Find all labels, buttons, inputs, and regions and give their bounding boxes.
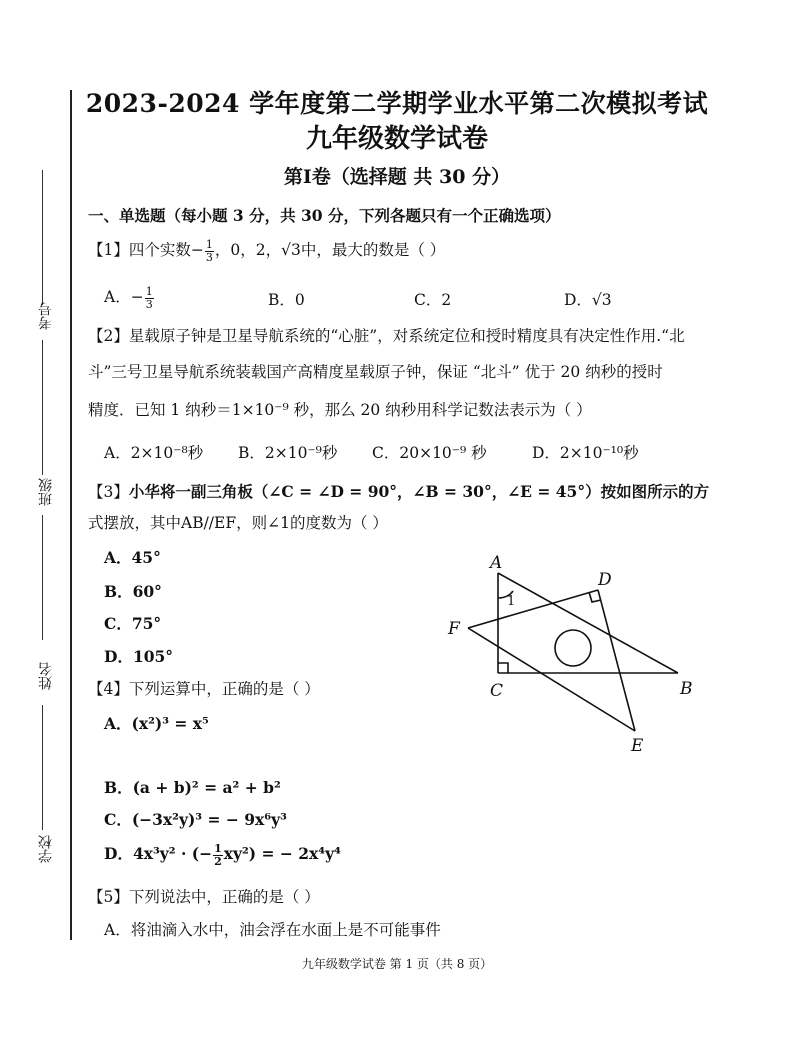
binding-line	[70, 90, 72, 940]
q1-opt-a-fraction	[145, 286, 154, 311]
q2-number: 【2】	[88, 327, 129, 345]
part1-heading: 一、单选题（每小题 3 分，共 30 分，下列各题只有一个正确选项）	[88, 206, 561, 225]
q4-opt-d-pre: D．4x³y² · (−	[104, 844, 213, 863]
q1-option-a[interactable]	[104, 285, 155, 311]
q1-opt-a-frac-den: 3	[145, 297, 153, 311]
q2-line2: 斗”三号卫星导航系统装载国产高精度星载原子钟，保证 “北斗” 优于 20 纳秒的授时	[88, 363, 663, 381]
page-footer: 九年级数学试卷 第 1 页（共 8 页）	[301, 957, 493, 971]
label-d: D	[598, 570, 612, 590]
q5-number: 【5】	[88, 888, 129, 906]
q1-number: 【1】	[88, 241, 129, 259]
q1-option-b[interactable]: B．0	[268, 291, 305, 309]
q2-option-d[interactable]: D．2×10⁻¹⁰秒	[532, 444, 639, 462]
q5-stem	[88, 885, 320, 907]
q4-opt-d-fraction	[213, 843, 223, 868]
q3-triangle-figure	[440, 548, 710, 758]
exam-no-line	[42, 170, 43, 305]
segment-de	[598, 590, 635, 731]
q4-opt-d-frac-num: 1	[214, 841, 222, 855]
label-b: B	[680, 679, 693, 699]
section-title: 第Ⅰ卷（选择题 共 30 分）	[283, 166, 511, 188]
q3-text-1: 小华将一副三角板（∠C = ∠D = 90°，∠B = 30°，∠E = 45°）按如图所示的方	[128, 482, 710, 501]
q4-option-c[interactable]: C．(−3x²y)³ = − 9x⁶y³	[104, 810, 287, 829]
school-line	[42, 705, 43, 830]
q2-line3: 精度．已知 1 纳秒＝1×10⁻⁹ 秒，那么 20 纳秒用科学记数法表示为（ ）	[88, 401, 592, 419]
q3-option-a[interactable]: A．45°	[104, 548, 161, 567]
q3-option-b[interactable]: B．60°	[104, 582, 162, 601]
q3-line1	[88, 480, 709, 502]
q2-line1	[88, 324, 685, 346]
q2-option-b[interactable]: B．2×10⁻⁹秒	[238, 444, 338, 462]
exam-title: 2023-2024 学年度第二学期学业水平第二次模拟考试	[85, 89, 709, 118]
q1-opt-a-pre: A．−	[104, 288, 144, 306]
q2-text-1: 星载原子钟是卫星导航系统的“心脏”，对系统定位和授时精度具有决定性作用.“北	[128, 327, 685, 345]
q1-frac-den: 3	[205, 250, 213, 264]
q4-text: 下列运算中，正确的是（ ）	[128, 680, 320, 698]
q1-option-c[interactable]: C．2	[414, 291, 452, 309]
q1-stem	[88, 238, 445, 264]
q1-opt-a-frac-num: 1	[145, 284, 153, 298]
q2-option-c[interactable]: C．20×10⁻⁹ 秒	[372, 444, 487, 462]
q1-option-d[interactable]: D．√3	[564, 291, 612, 309]
q1-stem-post: ，0，2，√3中，最大的数是（ ）	[214, 241, 446, 259]
label-e: E	[631, 736, 644, 756]
class-line	[42, 340, 43, 475]
q3-line2: 式摆放，其中AB//EF，则∠1的度数为（ ）	[88, 514, 388, 532]
segment-fd	[468, 590, 598, 628]
label-c: C	[490, 681, 504, 701]
q3-number: 【3】	[88, 483, 129, 501]
q1-frac-num: 1	[205, 237, 213, 251]
q4-option-d[interactable]	[104, 842, 341, 868]
q1-fraction	[205, 239, 214, 264]
q5-text: 下列说法中，正确的是（ ）	[128, 888, 320, 906]
q4-option-a[interactable]: A．(x²)³ = x⁵	[104, 714, 209, 733]
label-angle-1: 1	[507, 594, 516, 609]
q4-opt-d-frac-den: 2	[214, 854, 222, 868]
q2-option-a[interactable]: A．2×10⁻⁸秒	[104, 444, 204, 462]
class-label: 班级	[38, 478, 54, 506]
label-a: A	[490, 553, 503, 573]
q4-opt-d-post: xy²) = − 2x⁴y⁴	[223, 844, 341, 863]
exam-no-label: 考号	[38, 302, 54, 330]
q3-option-c[interactable]: C．75°	[104, 614, 162, 633]
q3-option-d[interactable]: D．105°	[104, 647, 174, 666]
q1-stem-pre: 四个实数−	[128, 241, 204, 259]
name-line	[42, 515, 43, 640]
q4-option-b[interactable]: B．(a + b)² = a² + b²	[104, 778, 281, 797]
segment-fe	[468, 628, 635, 731]
q4-number: 【4】	[88, 680, 129, 698]
q5-option-a[interactable]: A．将油滴入水中，油会浮在水面上是不可能事件	[104, 921, 441, 939]
right-angle-c	[498, 663, 508, 673]
hole-circle	[555, 630, 591, 666]
paper-title: 九年级数学试卷	[305, 124, 488, 154]
label-f: F	[448, 619, 460, 639]
school-label: 学校	[38, 835, 54, 863]
q4-stem	[88, 677, 320, 699]
name-label: 姓名	[38, 662, 54, 690]
